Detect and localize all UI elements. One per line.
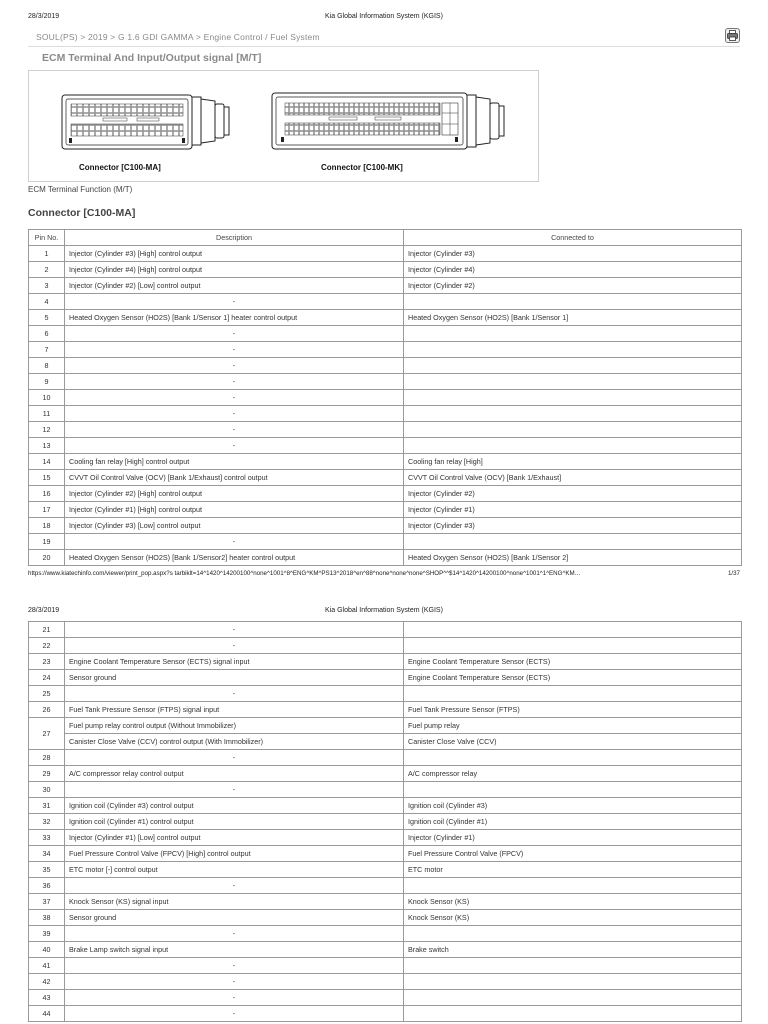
table-row (29, 534, 742, 550)
pin-description: Fuel Tank Pressure Sensor (FTPS) signal input (65, 702, 404, 718)
pin-number: 30 (29, 782, 65, 798)
pin-description: Knock Sensor (KS) signal input (65, 894, 404, 910)
table-row (29, 862, 742, 878)
pin-description: Sensor ground (65, 910, 404, 926)
pin-number: 18 (29, 518, 65, 534)
pin-description: Cooling fan relay [High] control output (65, 454, 404, 470)
page-title: ECM Terminal And Input/Output signal [M/T] (42, 52, 262, 64)
pin-connected-to (404, 926, 742, 942)
site-title-page-2: Kia Global Information System (KGIS) (325, 607, 443, 614)
pin-connected-to (404, 374, 742, 390)
pin-description: - (65, 638, 404, 654)
pin-connected-to: Cooling fan relay [High] (404, 454, 742, 470)
pin-number: 14 (29, 454, 65, 470)
table-row (29, 374, 742, 390)
pin-connected-to (404, 782, 742, 798)
pin-number: 3 (29, 278, 65, 294)
pin-number: 23 (29, 654, 65, 670)
pin-connected-to (404, 750, 742, 766)
print-date-page-2: 28/3/2019 (28, 607, 60, 614)
connector-heading: Connector [C100-MA] (28, 207, 136, 219)
table-row (29, 262, 742, 278)
table-row (29, 470, 742, 486)
connector-c100-ma-drawing (62, 95, 229, 149)
connector-diagram (28, 70, 539, 182)
pin-number: 24 (29, 670, 65, 686)
pin-number: 9 (29, 374, 65, 390)
pin-description: Injector (Cylinder #1) [High] control output (65, 502, 404, 518)
pin-connected-to (404, 342, 742, 358)
page-url: https://www.kiatechinfo.com/viewer/print_pop.aspx?s tarbiklt=14^1420^14200100^none^1001^8^ENG^KM^PS13^2018^en^88^none^none^none^SHOP^^$14^1420^14200100^none^1001^1^ENG^KM… (28, 570, 581, 577)
pin-number: 29 (29, 766, 65, 782)
pin-description: Fuel pump relay control output (Without Immobilizer) (65, 718, 404, 734)
pin-description: - (65, 782, 404, 798)
pin-description: A/C compressor relay control output (65, 766, 404, 782)
pin-description: Ignition coil (Cylinder #3) control output (65, 798, 404, 814)
pin-connected-to (404, 390, 742, 406)
pin-number: 34 (29, 846, 65, 862)
pin-description: - (65, 926, 404, 942)
pin-table-page-2 (28, 621, 742, 1022)
table-row (29, 990, 742, 1006)
connector-b-caption: Connector [C100-MK] (321, 163, 403, 172)
table-row (29, 1006, 742, 1022)
pin-number: 22 (29, 638, 65, 654)
pin-description: Fuel Pressure Control Valve (FPCV) [High] control output (65, 846, 404, 862)
table-row (29, 622, 742, 638)
table-row (29, 798, 742, 814)
pin-number: 44 (29, 1006, 65, 1022)
connector-a-caption: Connector [C100-MA] (79, 163, 161, 172)
pin-connected-to: Injector (Cylinder #3) (404, 246, 742, 262)
pin-description: Injector (Cylinder #2) [High] control output (65, 486, 404, 502)
pin-connected-to: Heated Oxygen Sensor (HO2S) [Bank 1/Sensor 1] (404, 310, 742, 326)
pin-number: 36 (29, 878, 65, 894)
pin-number: 16 (29, 486, 65, 502)
table-row (29, 278, 742, 294)
pin-number: 25 (29, 686, 65, 702)
col-header-connected-to: Connected to (404, 230, 742, 246)
table-row (29, 910, 742, 926)
table-row (29, 958, 742, 974)
table-row (29, 246, 742, 262)
pin-description: - (65, 374, 404, 390)
pin-connected-to: ETC motor (404, 862, 742, 878)
pin-number: 31 (29, 798, 65, 814)
pin-connected-to (404, 686, 742, 702)
pin-description: - (65, 438, 404, 454)
pin-connected-to: Brake switch (404, 942, 742, 958)
pin-number: 39 (29, 926, 65, 942)
table-row (29, 686, 742, 702)
pin-connected-to (404, 638, 742, 654)
pin-description: - (65, 1006, 404, 1022)
table-row (29, 654, 742, 670)
pin-connected-to: Heated Oxygen Sensor (HO2S) [Bank 1/Sensor 2] (404, 550, 742, 566)
pin-description: - (65, 534, 404, 550)
pin-number: 6 (29, 326, 65, 342)
table-row (29, 342, 742, 358)
page-number: 1/37 (727, 570, 740, 577)
table-row (29, 422, 742, 438)
table-row (29, 518, 742, 534)
table-row (29, 846, 742, 862)
pin-number: 8 (29, 358, 65, 374)
table-row (29, 390, 742, 406)
table-row (29, 942, 742, 958)
pin-description: Sensor ground (65, 670, 404, 686)
table-row (29, 310, 742, 326)
pin-description: ETC motor [-] control output (65, 862, 404, 878)
pin-description: - (65, 622, 404, 638)
pin-number: 20 (29, 550, 65, 566)
table-row (29, 438, 742, 454)
pin-connected-to: A/C compressor relay (404, 766, 742, 782)
pin-connected-to (404, 878, 742, 894)
pin-description: - (65, 358, 404, 374)
pin-number: 42 (29, 974, 65, 990)
table-row (29, 830, 742, 846)
pin-connected-to: Ignition coil (Cylinder #3) (404, 798, 742, 814)
pin-connected-to: Engine Coolant Temperature Sensor (ECTS) (404, 670, 742, 686)
pin-description: - (65, 974, 404, 990)
pin-number: 2 (29, 262, 65, 278)
table-row (29, 502, 742, 518)
pin-table-page-1 (28, 229, 742, 566)
pin-description: Injector (Cylinder #2) [Low] control output (65, 278, 404, 294)
table-row (29, 974, 742, 990)
pin-number: 19 (29, 534, 65, 550)
pin-connected-to: Fuel Pressure Control Valve (FPCV) (404, 846, 742, 862)
printer-icon (726, 29, 739, 42)
pin-connected-to: Fuel pump relay (404, 718, 742, 734)
table-row (29, 406, 742, 422)
section-subtitle: ECM Terminal Function (M/T) (28, 185, 133, 194)
table-row (29, 894, 742, 910)
pin-connected-to (404, 294, 742, 310)
pin-description: - (65, 990, 404, 1006)
table-row (29, 750, 742, 766)
pin-number: 33 (29, 830, 65, 846)
pin-description: Brake Lamp switch signal input (65, 942, 404, 958)
breadcrumb-divider (28, 46, 740, 47)
pin-number: 40 (29, 942, 65, 958)
pin-description: Ignition coil (Cylinder #1) control output (65, 814, 404, 830)
pin-connected-to (404, 406, 742, 422)
pin-connected-to (404, 358, 742, 374)
pin-connected-to (404, 534, 742, 550)
pin-description: - (65, 750, 404, 766)
connector-c100-mk-drawing (272, 93, 504, 149)
pin-description: Injector (Cylinder #1) [Low] control output (65, 830, 404, 846)
pin-description: Injector (Cylinder #3) [High] control output (65, 246, 404, 262)
table-row (29, 718, 742, 734)
print-button[interactable] (725, 28, 740, 43)
pin-number: 32 (29, 814, 65, 830)
pin-number: 41 (29, 958, 65, 974)
pin-number: 12 (29, 422, 65, 438)
pin-connected-to: Injector (Cylinder #4) (404, 262, 742, 278)
pin-description: Injector (Cylinder #4) [High] control output (65, 262, 404, 278)
table-row (29, 670, 742, 686)
table-header-row (29, 230, 742, 246)
table-row (29, 486, 742, 502)
pin-description: - (65, 294, 404, 310)
pin-number: 37 (29, 894, 65, 910)
pin-number: 21 (29, 622, 65, 638)
pin-description: Heated Oxygen Sensor (HO2S) [Bank 1/Sensor 1] heater control output (65, 310, 404, 326)
pin-connected-to: Knock Sensor (KS) (404, 894, 742, 910)
pin-description: Injector (Cylinder #3) [Low] control output (65, 518, 404, 534)
pin-description: - (65, 422, 404, 438)
pin-connected-to (404, 1006, 742, 1022)
pin-connected-to (404, 438, 742, 454)
pin-number: 10 (29, 390, 65, 406)
pin-number: 7 (29, 342, 65, 358)
col-header-pin: Pin No. (29, 230, 65, 246)
table-row (29, 638, 742, 654)
table-row (29, 326, 742, 342)
pin-description: CVVT Oil Control Valve (OCV) [Bank 1/Exhaust] control output (65, 470, 404, 486)
pin-connected-to: Canister Close Valve (CCV) (404, 734, 742, 750)
pin-connected-to: Injector (Cylinder #2) (404, 486, 742, 502)
print-date: 28/3/2019 (28, 13, 60, 20)
breadcrumb[interactable]: SOUL(PS) > 2019 > G 1.6 GDI GAMMA > Engine Control / Fuel System (36, 32, 320, 42)
pin-connected-to: Injector (Cylinder #1) (404, 502, 742, 518)
table-row (29, 766, 742, 782)
pin-number: 15 (29, 470, 65, 486)
pin-connected-to (404, 958, 742, 974)
pin-connected-to: Injector (Cylinder #2) (404, 278, 742, 294)
table-row (29, 358, 742, 374)
pin-description: - (65, 326, 404, 342)
pin-description: - (65, 390, 404, 406)
pin-number: 11 (29, 406, 65, 422)
pin-description: Heated Oxygen Sensor (HO2S) [Bank 1/Sensor2] heater control output (65, 550, 404, 566)
table-row (29, 702, 742, 718)
pin-connected-to: Knock Sensor (KS) (404, 910, 742, 926)
pin-description: - (65, 342, 404, 358)
table-row (29, 550, 742, 566)
pin-number: 35 (29, 862, 65, 878)
pin-number: 17 (29, 502, 65, 518)
pin-connected-to: CVVT Oil Control Valve (OCV) [Bank 1/Exhaust] (404, 470, 742, 486)
pin-number: 38 (29, 910, 65, 926)
table-row (29, 454, 742, 470)
pin-number: 27 (29, 718, 65, 750)
pin-connected-to: Engine Coolant Temperature Sensor (ECTS) (404, 654, 742, 670)
table-row (29, 734, 742, 750)
pin-number: 1 (29, 246, 65, 262)
pin-connected-to (404, 990, 742, 1006)
pin-number: 28 (29, 750, 65, 766)
pin-number: 5 (29, 310, 65, 326)
table-row (29, 814, 742, 830)
pin-number: 13 (29, 438, 65, 454)
pin-connected-to (404, 974, 742, 990)
pin-connected-to (404, 622, 742, 638)
pin-description: - (65, 406, 404, 422)
pin-description: Canister Close Valve (CCV) control output (With Immobilizer) (65, 734, 404, 750)
pin-connected-to: Fuel Tank Pressure Sensor (FTPS) (404, 702, 742, 718)
table-row (29, 926, 742, 942)
table-row (29, 782, 742, 798)
pin-connected-to: Ignition coil (Cylinder #1) (404, 814, 742, 830)
pin-connected-to (404, 422, 742, 438)
pin-description: - (65, 958, 404, 974)
pin-description: - (65, 878, 404, 894)
site-title: Kia Global Information System (KGIS) (325, 13, 443, 20)
col-header-description: Description (65, 230, 404, 246)
pin-number: 43 (29, 990, 65, 1006)
pin-connected-to (404, 326, 742, 342)
table-row (29, 294, 742, 310)
pin-description: Engine Coolant Temperature Sensor (ECTS) signal input (65, 654, 404, 670)
table-row (29, 878, 742, 894)
pin-number: 26 (29, 702, 65, 718)
pin-description: - (65, 686, 404, 702)
pin-number: 4 (29, 294, 65, 310)
pin-connected-to: Injector (Cylinder #3) (404, 518, 742, 534)
pin-connected-to: Injector (Cylinder #1) (404, 830, 742, 846)
